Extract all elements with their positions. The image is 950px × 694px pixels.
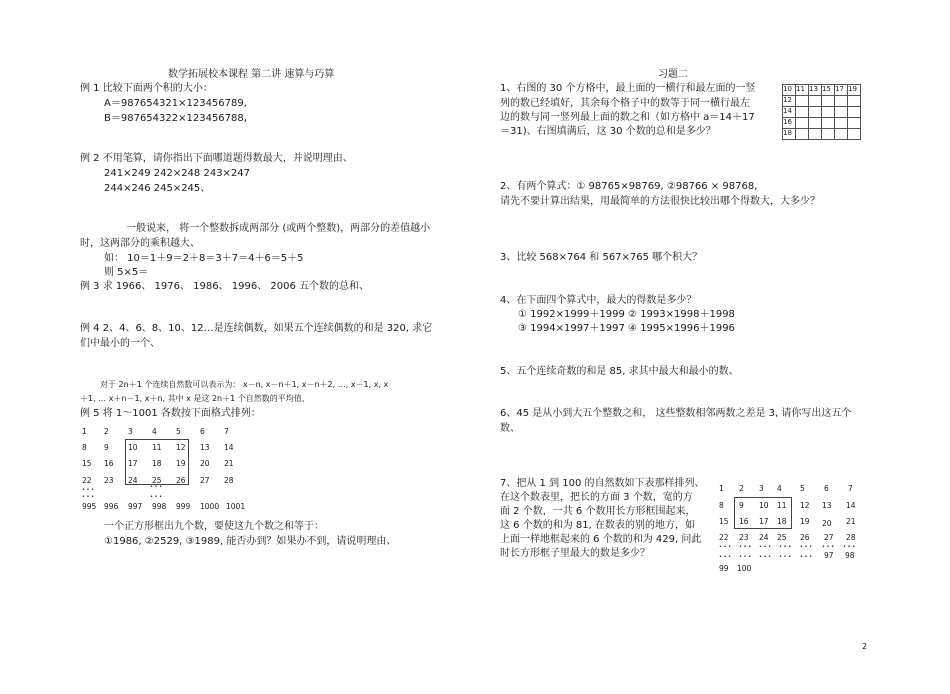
grid-cell: 24 xyxy=(128,476,138,485)
example-5-question-1: 一个正方形框出九个数，要使这九个数之和等于： xyxy=(104,521,324,532)
grid-cell: 23 xyxy=(739,533,749,542)
grid-cell: 28 xyxy=(224,476,234,485)
grid-cell-empty xyxy=(796,129,809,140)
grid-cell: 18 xyxy=(777,517,787,526)
problem-1-addition-grid xyxy=(782,84,861,140)
grid-cell: 15 xyxy=(822,85,835,96)
grid-cell-empty xyxy=(848,107,861,118)
problem-4-line1: 4、在下面四个算式中，最大的得数是多少？ xyxy=(500,295,697,306)
grid-cell: 22 xyxy=(82,476,92,485)
problem-7-line3: 面 2 个数，一共 6 个数用长方形框围起来， xyxy=(500,506,696,517)
square-selection-frame xyxy=(125,439,189,485)
grid-cell: 26 xyxy=(800,533,810,542)
grid-cell: 7 xyxy=(848,484,853,493)
continuation-dots: • • • xyxy=(800,544,813,550)
grid-cell: 13 xyxy=(809,85,822,96)
grid-cell: 10 xyxy=(783,85,796,96)
continuation-dots: • • • xyxy=(759,544,772,550)
grid-cell: 11 xyxy=(152,443,162,452)
continuation-dots: • • • xyxy=(82,487,95,493)
grid-cell: 26 xyxy=(176,476,186,485)
grid-cell: 17 xyxy=(128,459,138,468)
example-4-line1: 例 4 2、4、6、8、10、12…是连续偶数，如果五个连续偶数的和是 320, 求它 xyxy=(80,323,433,334)
grid-cell-empty xyxy=(848,129,861,140)
problem-6-line2: 数、 xyxy=(500,423,520,434)
continuation-dots: • • • xyxy=(719,544,732,550)
problem-7-line5: 上面一样地框起来的 6 个数的和为 429, 问此 xyxy=(500,534,702,545)
grid-cell: 10 xyxy=(759,501,769,510)
grid-cell-empty xyxy=(809,107,822,118)
problem-4-line3: ③ 1994×1997＋1997 ④ 1995×1996＋1996 xyxy=(518,323,735,334)
grid-cell-empty xyxy=(822,107,835,118)
grid-cell: 23 xyxy=(104,476,114,485)
grid-cell: 25 xyxy=(777,533,787,542)
note-line2: ＋1, … x＋n－1, x＋n, 其中 x 是这 2n＋1 个自然数的平均值、 xyxy=(80,394,310,403)
grid-cell: 7 xyxy=(224,427,229,436)
grid-cell: 13 xyxy=(822,501,832,510)
left-header: 数学拓展校本课程 第二讲 速算与巧算 xyxy=(168,69,335,80)
right-header: 习题二 xyxy=(658,69,688,80)
grid-cell: 18 xyxy=(783,129,796,140)
problem-2-line1: 2、有两个算式：① 98765×98769, ②98766 × 98768, xyxy=(500,181,758,192)
note-line1: 对于 2n＋1 个连续自然数可以表示为： x－n, x－n＋1, x－n＋2, …, x－1, x, x xyxy=(100,380,389,389)
problem-3: 3、比较 568×764 和 567×765 哪个积大？ xyxy=(500,252,703,263)
grid-cell-empty xyxy=(809,96,822,107)
grid-cell: 998 xyxy=(152,502,167,511)
grid-cell: 24 xyxy=(759,533,769,542)
grid-cell: 995 xyxy=(82,502,97,511)
example-4-line2: 们中最小的一个、 xyxy=(80,338,160,349)
example-1-b: B＝987654322×123456788, xyxy=(104,113,247,124)
grid-cell: 13 xyxy=(200,443,210,452)
example-3: 例 3 求 1966、 1976、 1986、 1996、 2006 五个数的总和、 xyxy=(80,281,370,292)
grid-cell: 10 xyxy=(128,443,138,452)
grid-cell: 16 xyxy=(783,118,796,129)
problem-6-line1: 6、45 是从小到大五个整数之和， 这些整数相邻两数之差是 3, 请你写出这五个 xyxy=(500,408,852,419)
continuation-dots: • • • xyxy=(150,484,163,490)
grid-cell: 17 xyxy=(759,517,769,526)
grid-cell: 97 xyxy=(824,551,834,560)
continuation-dots: • • • xyxy=(779,544,792,550)
grid-cell: 15 xyxy=(719,517,729,526)
continuation-dots: • • • xyxy=(150,494,163,500)
grid-cell: 6 xyxy=(824,484,829,493)
example-5-question-2: ①1986, ②2529, ③1989, 能否办到？如果办不到，请说明理由、 xyxy=(104,536,397,547)
problem-7-line4: 这 6 个数的和为 81, 在数表的别的地方，如 xyxy=(500,520,695,531)
grid-cell-empty xyxy=(835,96,848,107)
grid-cell: 999 xyxy=(176,502,191,511)
rectangle-selection-frame xyxy=(734,497,792,529)
problem-7-line1: 7、把从 1 到 100 的自然数如下表那样排列、 xyxy=(500,478,705,489)
grid-cell: 20 xyxy=(822,519,832,528)
grid-cell: 19 xyxy=(800,517,810,526)
grid-cell: 16 xyxy=(739,517,749,526)
grid-cell: 1000 xyxy=(200,502,220,511)
problem-1-line4: ＝31)、右图填满后，这 30 个数的总和是多少？ xyxy=(500,126,716,137)
grid-cell-empty xyxy=(796,96,809,107)
problem-1-line1: 1、右图的 30 个方格中，最上面的一横行和最左面的一竖 xyxy=(500,83,756,94)
problem-1-line3: 边的数与同一竖列最上面的数之和（如方格中 a＝14＋17 xyxy=(500,112,755,123)
grid-cell: 99 xyxy=(719,564,729,573)
grid-cell-empty xyxy=(796,118,809,129)
grid-cell-empty xyxy=(848,96,861,107)
grid-cell: 2 xyxy=(739,484,744,493)
grid-cell: 9 xyxy=(104,443,109,452)
grid-cell: 14 xyxy=(783,107,796,118)
grid-cell-empty xyxy=(835,118,848,129)
grid-cell: 12 xyxy=(783,96,796,107)
grid-cell: 9 xyxy=(739,501,744,510)
example-2-title: 例 2 不用笔算，请你指出下面哪道题得数最大，并说明理由、 xyxy=(80,153,353,164)
grid-cell: 16 xyxy=(104,459,114,468)
grid-cell: 3 xyxy=(128,427,133,436)
grid-cell-empty xyxy=(822,129,835,140)
problem-2-line2: 请先不要计算出结果，用最简单的方法很快比较出哪个得数大，大多少？ xyxy=(500,196,820,207)
continuation-dots: • • • xyxy=(82,494,95,500)
grid-cell: 5 xyxy=(176,427,181,436)
grid-cell: 25 xyxy=(152,476,162,485)
grid-cell: 1 xyxy=(82,427,87,436)
grid-cell: 6 xyxy=(200,427,205,436)
grid-cell: 21 xyxy=(846,517,856,526)
grid-cell: 20 xyxy=(200,459,210,468)
grid-cell: 996 xyxy=(104,502,119,511)
grid-cell: 17 xyxy=(835,85,848,96)
grid-cell: 8 xyxy=(82,443,87,452)
tip-line1: 一般说来， 将一个整数拆成两部分 (或两个整数)，两部分的差值越小 xyxy=(126,223,431,234)
tip-line2: 时，这两部分的乘积越大、 xyxy=(80,238,200,249)
grid-cell: 5 xyxy=(800,484,805,493)
grid-cell: 4 xyxy=(777,484,782,493)
grid-cell: 997 xyxy=(128,502,143,511)
page-number: 2 xyxy=(862,642,868,651)
example-1-a: A＝987654321×123456789, xyxy=(104,98,247,109)
grid-cell: 1001 xyxy=(226,502,246,511)
example-2-line2: 244×246 245×245、 xyxy=(104,183,211,194)
example-5-title: 例 5 将 1～1001 各数按下面格式排列： xyxy=(80,408,261,419)
grid-cell: 100 xyxy=(737,564,752,573)
problem-4-line2: ① 1992×1999＋1999 ② 1993×1998＋1998 xyxy=(518,309,735,320)
example-1-title: 例 1 比较下面两个积的大小： xyxy=(80,83,213,94)
continuation-dots: • • • xyxy=(759,554,772,560)
problem-5: 5、五个连续奇数的和是 85, 求其中最大和最小的数、 xyxy=(500,366,739,377)
grid-cell: 12 xyxy=(800,501,810,510)
grid-cell-empty xyxy=(809,118,822,129)
grid-cell: 8 xyxy=(719,501,724,510)
grid-cell: 11 xyxy=(796,85,809,96)
grid-cell-empty xyxy=(822,118,835,129)
grid-cell-empty xyxy=(835,129,848,140)
grid-cell: 14 xyxy=(224,443,234,452)
grid-cell: 27 xyxy=(824,533,834,542)
grid-cell-empty xyxy=(809,129,822,140)
problem-7-line2: 在这个数表里，把长的方面 3 个数，宽的方 xyxy=(500,492,693,503)
continuation-dots: • • • xyxy=(739,544,752,550)
grid-cell-empty xyxy=(835,107,848,118)
grid-cell: 27 xyxy=(200,476,210,485)
grid-cell: 19 xyxy=(848,85,861,96)
grid-cell: 1 xyxy=(719,484,724,493)
grid-cell: 98 xyxy=(845,551,855,560)
continuation-dots: • • • xyxy=(739,554,752,560)
grid-cell: 19 xyxy=(176,459,186,468)
continuation-dots: • • • xyxy=(719,554,732,560)
continuation-dots: • • • xyxy=(843,544,856,550)
grid-cell: 2 xyxy=(104,427,109,436)
grid-cell-empty xyxy=(796,107,809,118)
continuation-dots: • • • xyxy=(779,554,792,560)
grid-cell: 22 xyxy=(719,533,729,542)
problem-1-line2: 列的数已经填好，其余每个格子中的数等于同一横行最左 xyxy=(500,98,750,109)
grid-cell: 21 xyxy=(224,459,234,468)
grid-cell: 4 xyxy=(152,427,157,436)
grid-cell: 28 xyxy=(846,533,856,542)
grid-cell: 11 xyxy=(777,501,787,510)
grid-cell-empty xyxy=(822,96,835,107)
problem-7-line6: 时长方形框子里最大的数是多少？ xyxy=(500,548,650,559)
grid-cell: 12 xyxy=(176,443,186,452)
grid-cell: 18 xyxy=(152,459,162,468)
grid-cell: 15 xyxy=(82,459,92,468)
grid-cell: 3 xyxy=(759,484,764,493)
continuation-dots: • • • xyxy=(822,544,835,550)
tip-line4: 则 5×5＝ xyxy=(104,267,149,278)
example-2-line1: 241×249 242×248 243×247 xyxy=(104,168,251,179)
tip-line3: 如： 10＝1＋9＝2＋8＝3＋7＝4＋6＝5＋5 xyxy=(104,253,304,264)
grid-cell-empty xyxy=(848,118,861,129)
continuation-dots: • • • xyxy=(800,554,813,560)
grid-cell: 14 xyxy=(846,501,856,510)
